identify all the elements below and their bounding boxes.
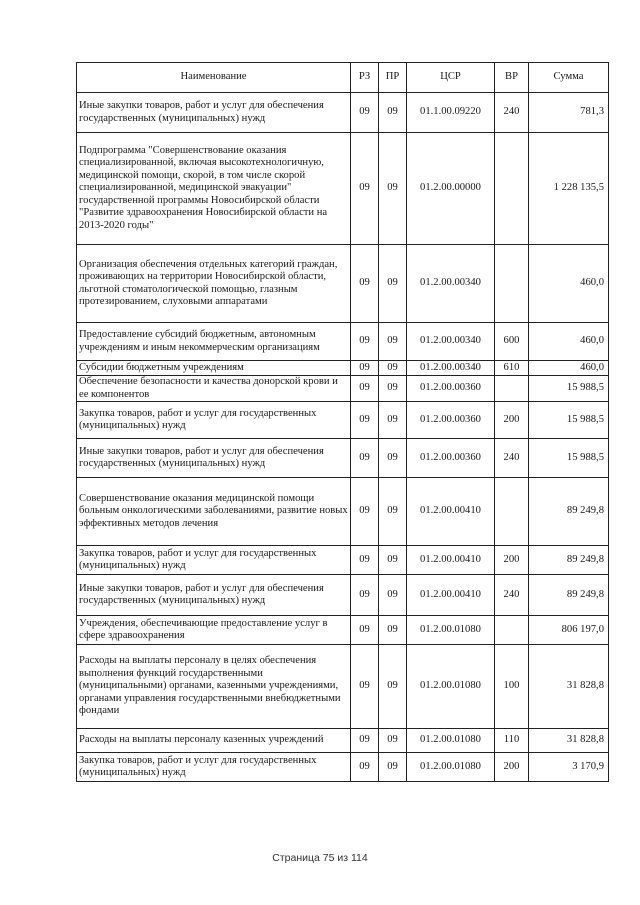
table-row	[77, 402, 609, 439]
cell-pr: 09	[379, 575, 407, 616]
cell-sum: 781,3	[529, 93, 609, 133]
cell-pr: 09	[379, 402, 407, 439]
cell-csr: 01.2.00.01080	[407, 753, 495, 782]
table-row	[77, 729, 609, 753]
table-header-row	[77, 63, 609, 93]
cell-rz: 09	[351, 478, 379, 546]
cell-name: Организация обеспечения отдельных категорий граждан, проживающих на территории Новосибирской области, льготной стоматологической помощью, глазным протезированием, слуховыми аппаратами	[77, 245, 351, 323]
cell-sum: 460,0	[529, 245, 609, 323]
cell-sum: 460,0	[529, 323, 609, 361]
cell-name: Субсидии бюджетным учреждениям	[77, 361, 351, 376]
cell-name: Предоставление субсидий бюджетным, автономным учреждениям и иным некоммерческим организациям	[77, 323, 351, 361]
cell-name: Расходы на выплаты персоналу в целях обеспечения выполнения функций государственными (муниципальными) органами, казенными учреждениями, органами управления государственными внебюджетными фондами	[77, 645, 351, 729]
cell-rz: 09	[351, 616, 379, 645]
cell-rz: 09	[351, 361, 379, 376]
cell-vr	[495, 616, 529, 645]
cell-rz: 09	[351, 133, 379, 245]
cell-name: Иные закупки товаров, работ и услуг для обеспечения государственных (муниципальных) нужд	[77, 439, 351, 478]
cell-sum: 15 988,5	[529, 402, 609, 439]
cell-csr: 01.2.00.00360	[407, 376, 495, 402]
cell-csr: 01.2.00.01080	[407, 616, 495, 645]
cell-rz: 09	[351, 245, 379, 323]
cell-sum: 15 988,5	[529, 376, 609, 402]
table-row	[77, 376, 609, 402]
cell-vr	[495, 133, 529, 245]
cell-rz: 09	[351, 645, 379, 729]
cell-name: Закупка товаров, работ и услуг для государственных (муниципальных) нужд	[77, 753, 351, 782]
cell-sum: 1 228 135,5	[529, 133, 609, 245]
cell-pr: 09	[379, 323, 407, 361]
cell-csr: 01.2.00.01080	[407, 729, 495, 753]
cell-name: Закупка товаров, работ и услуг для государственных (муниципальных) нужд	[77, 546, 351, 575]
header-rz: РЗ	[351, 63, 379, 93]
budget-table	[76, 62, 609, 782]
cell-rz: 09	[351, 753, 379, 782]
table-row	[77, 645, 609, 729]
cell-rz: 09	[351, 546, 379, 575]
cell-vr: 240	[495, 93, 529, 133]
cell-vr: 610	[495, 361, 529, 376]
cell-csr: 01.2.00.00340	[407, 245, 495, 323]
cell-rz: 09	[351, 575, 379, 616]
table-row	[77, 753, 609, 782]
page-number: Страница 75 из 114	[272, 852, 368, 864]
cell-pr: 09	[379, 616, 407, 645]
header-csr: ЦСР	[407, 63, 495, 93]
cell-csr: 01.2.00.00360	[407, 439, 495, 478]
cell-sum: 31 828,8	[529, 729, 609, 753]
table-row	[77, 323, 609, 361]
cell-name: Обеспечение безопасности и качества донорской крови и ее компонентов	[77, 376, 351, 402]
table-row	[77, 575, 609, 616]
table-body	[77, 93, 609, 782]
table-row	[77, 361, 609, 376]
cell-pr: 09	[379, 753, 407, 782]
cell-vr: 110	[495, 729, 529, 753]
cell-name: Расходы на выплаты персоналу казенных учреждений	[77, 729, 351, 753]
cell-sum: 806 197,0	[529, 616, 609, 645]
cell-vr: 240	[495, 575, 529, 616]
cell-csr: 01.2.00.00410	[407, 478, 495, 546]
cell-vr: 240	[495, 439, 529, 478]
table-row	[77, 546, 609, 575]
cell-rz: 09	[351, 93, 379, 133]
cell-rz: 09	[351, 439, 379, 478]
cell-vr: 200	[495, 546, 529, 575]
table-row	[77, 439, 609, 478]
cell-sum: 89 249,8	[529, 546, 609, 575]
cell-vr: 600	[495, 323, 529, 361]
header-vr: ВР	[495, 63, 529, 93]
header-sum: Сумма	[529, 63, 609, 93]
cell-name: Иные закупки товаров, работ и услуг для обеспечения государственных (муниципальных) нужд	[77, 93, 351, 133]
cell-csr: 01.2.00.00410	[407, 546, 495, 575]
cell-vr: 200	[495, 402, 529, 439]
table-row	[77, 133, 609, 245]
cell-pr: 09	[379, 245, 407, 323]
cell-vr	[495, 478, 529, 546]
cell-vr: 200	[495, 753, 529, 782]
cell-pr: 09	[379, 133, 407, 245]
cell-pr: 09	[379, 478, 407, 546]
table-row	[77, 478, 609, 546]
cell-name: Подпрограмма "Совершенствование оказания специализированной, включая высокотехнологичную, медицинской помощи, скорой, в том числе скорой специализированной, медицинской эвакуации" государственной программы Новосибирской области "Развитие здравоохранения Новосибирской области на 2013-2020 годы"	[77, 133, 351, 245]
cell-rz: 09	[351, 376, 379, 402]
cell-pr: 09	[379, 439, 407, 478]
cell-csr: 01.2.00.00340	[407, 361, 495, 376]
cell-name: Закупка товаров, работ и услуг для государственных (муниципальных) нужд	[77, 402, 351, 439]
cell-sum: 3 170,9	[529, 753, 609, 782]
cell-vr	[495, 376, 529, 402]
cell-pr: 09	[379, 93, 407, 133]
cell-rz: 09	[351, 323, 379, 361]
cell-name: Учреждения, обеспечивающие предоставление услуг в сфере здравоохранения	[77, 616, 351, 645]
cell-rz: 09	[351, 729, 379, 753]
table-row	[77, 93, 609, 133]
cell-csr: 01.1.00.09220	[407, 93, 495, 133]
cell-sum: 460,0	[529, 361, 609, 376]
cell-rz: 09	[351, 402, 379, 439]
cell-vr: 100	[495, 645, 529, 729]
cell-csr: 01.2.00.00360	[407, 402, 495, 439]
cell-sum: 89 249,8	[529, 478, 609, 546]
header-pr: ПР	[379, 63, 407, 93]
cell-pr: 09	[379, 376, 407, 402]
cell-vr	[495, 245, 529, 323]
cell-pr: 09	[379, 546, 407, 575]
cell-sum: 89 249,8	[529, 575, 609, 616]
cell-pr: 09	[379, 645, 407, 729]
cell-pr: 09	[379, 361, 407, 376]
cell-sum: 15 988,5	[529, 439, 609, 478]
cell-pr: 09	[379, 729, 407, 753]
cell-csr: 01.2.00.00410	[407, 575, 495, 616]
cell-name: Совершенствование оказания медицинской помощи больным онкологическими заболеваниями, развитие новых эффективных методов лечения	[77, 478, 351, 546]
cell-csr: 01.2.00.01080	[407, 645, 495, 729]
cell-csr: 01.2.00.00000	[407, 133, 495, 245]
header-name: Наименование	[77, 63, 351, 93]
cell-csr: 01.2.00.00340	[407, 323, 495, 361]
cell-sum: 31 828,8	[529, 645, 609, 729]
table-row	[77, 245, 609, 323]
table-row	[77, 616, 609, 645]
cell-name: Иные закупки товаров, работ и услуг для обеспечения государственных (муниципальных) нужд	[77, 575, 351, 616]
